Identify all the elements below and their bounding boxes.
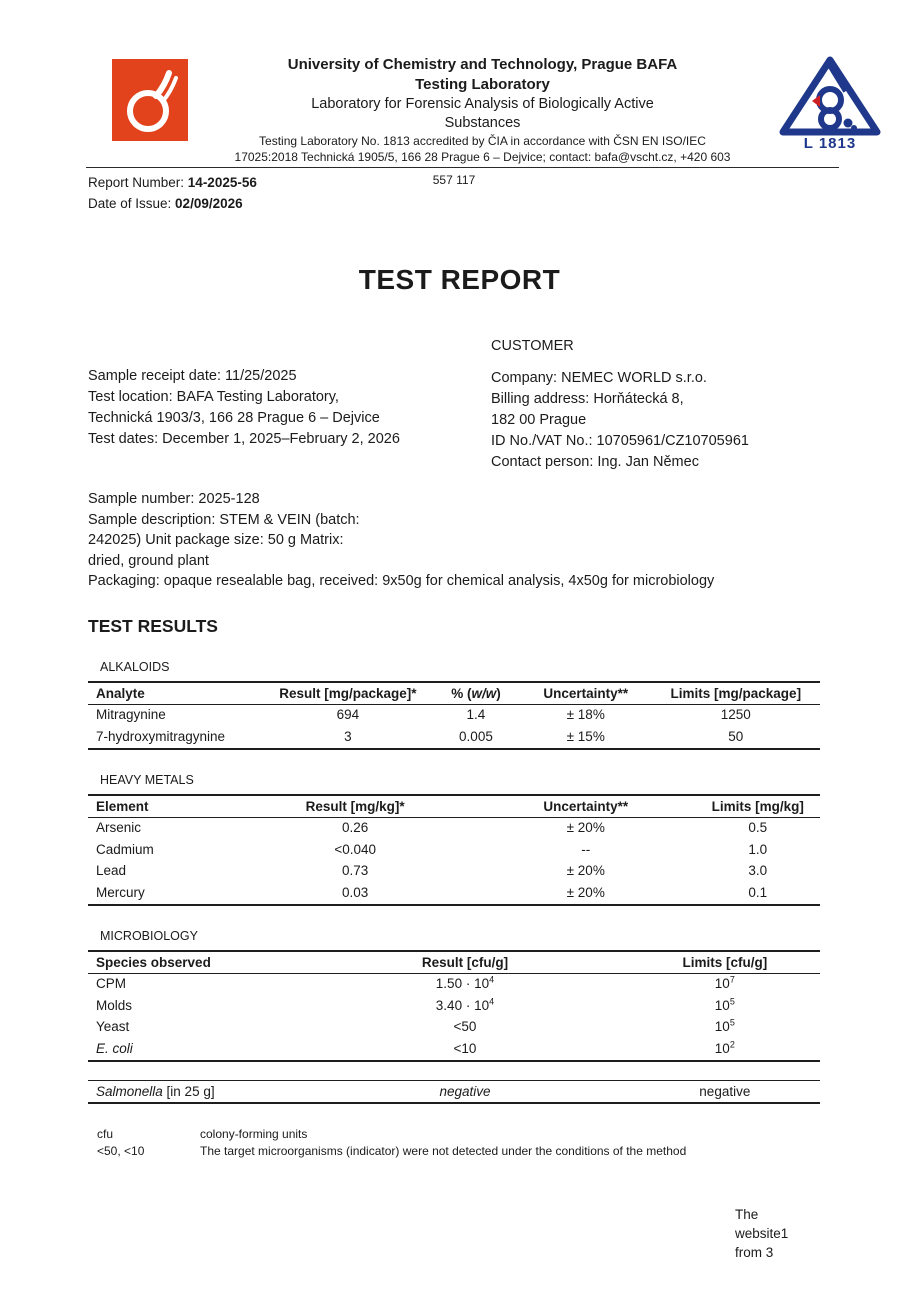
sample-matrix: dried, ground plant: [88, 552, 209, 569]
element-name: Mercury: [96, 884, 145, 900]
heavy-metals-table: [88, 794, 820, 906]
col-uncertainty: Uncertainty**: [476, 795, 696, 818]
phone-continuation: 557 117: [432, 173, 476, 187]
uct-logo: [112, 59, 188, 141]
customer-company: Company: NEMEC WORLD s.r.o.: [491, 370, 707, 386]
element-uncertainty: ± 20%: [566, 863, 605, 878]
customer-vat: ID No./VAT No.: 10705961/CZ10705961: [491, 433, 749, 449]
element-uncertainty: --: [581, 841, 591, 857]
footnote-cfu: [97, 1126, 820, 1143]
analyte-uncertainty: ± 18%: [566, 707, 605, 722]
analyte-percent: 1.4: [466, 707, 486, 722]
analyte-limit: 1250: [720, 707, 751, 722]
col-limits: Limits [cfu/g]: [630, 951, 820, 974]
footnote-term: cfu: [97, 1126, 114, 1141]
test-info-block: [88, 336, 491, 473]
species-name: Molds: [96, 997, 133, 1013]
university-name: University of Chemistry and Technology, Prague BAFA: [287, 56, 678, 73]
element-name: Lead: [96, 863, 127, 878]
table-row: [88, 995, 820, 1017]
species-name: E. coli: [96, 1040, 133, 1056]
species-result: <50: [453, 1019, 477, 1034]
accreditation-note-2: 17025:2018 Technická 1905/5, 166 28 Prague 6 – Dejvice; contact: bafa@vscht.cz, +420 603: [234, 150, 731, 164]
heavy-metals-section-label: HEAVY METALS: [100, 772, 194, 787]
footnote-term: <50, <10: [97, 1143, 145, 1158]
table-row: [88, 839, 820, 861]
test-dates: Test dates: December 1, 2025–February 2, 2026: [88, 431, 400, 447]
sample-description: Sample description: STEM & VEIN (batch:: [88, 511, 360, 528]
page-footer: [735, 1205, 788, 1262]
col-result: Result [mg/package]*: [264, 682, 432, 705]
alkaloids-section-label: ALKALOIDS: [100, 659, 170, 674]
issue-date-line: [88, 193, 257, 214]
report-number-line: [88, 172, 257, 193]
accreditation-number: L 1813: [803, 135, 857, 152]
microbiology-table: [88, 950, 820, 1062]
microbiology-section-label: MICROBIOLOGY: [100, 928, 198, 943]
element-name: Arsenic: [96, 820, 142, 835]
species-result: <10: [453, 1040, 477, 1056]
col-limits: Limits [mg/kg]: [696, 795, 820, 818]
analyte-name: Mitragynine: [96, 707, 166, 722]
customer-block: [491, 336, 820, 473]
salmonella-row: [88, 1080, 820, 1104]
analyte-result: 3: [344, 728, 352, 744]
analyte-limit: 50: [728, 728, 744, 744]
table-row: [88, 1038, 820, 1061]
header-title-block: [188, 55, 777, 165]
element-result: 0.73: [342, 863, 369, 878]
department-line-2: Substances: [444, 115, 521, 131]
table-row: [88, 861, 820, 883]
sample-package-size: 242025) Unit package size: 50 g Matrix:: [88, 532, 344, 548]
element-uncertainty: ± 20%: [566, 884, 605, 900]
col-percent-ww: % (w/w): [432, 682, 520, 705]
table-row: [88, 817, 820, 839]
info-section: [88, 336, 820, 473]
customer-city: 182 00 Prague: [491, 412, 587, 428]
sample-number: Sample number: 2025-128: [88, 491, 260, 507]
sample-receipt-date: Sample receipt date: 11/25/2025: [88, 368, 297, 384]
test-location-address: Technická 1903/3, 166 28 Prague 6 – Dejvice: [88, 410, 380, 426]
col-analyte: Analyte: [88, 682, 264, 705]
report-number-label: Report Number:: [88, 175, 188, 190]
report-header: [0, 0, 919, 165]
report-number-value: 14-2025-56: [187, 175, 257, 190]
report-meta-row: [88, 172, 820, 220]
col-species: Species observed: [88, 951, 300, 974]
customer-heading: CUSTOMER: [491, 338, 574, 354]
footnote-desc: colony-forming units: [200, 1126, 308, 1141]
table-header-row: [88, 951, 820, 974]
col-result: Result [cfu/g]: [300, 951, 629, 974]
analyte-name: 7-hydroxymitragynine: [96, 728, 226, 744]
test-location: Test location: BAFA Testing Laboratory,: [88, 389, 339, 405]
testing-laboratory: Testing Laboratory: [415, 76, 550, 93]
customer-billing-address: Billing address: Horňátecká 8,: [491, 391, 684, 407]
salmonella-result: negative: [439, 1083, 491, 1099]
table-row: [88, 1017, 820, 1039]
footnote-desc: The target microorganisms (indicator) were not detected under the conditions of the method: [200, 1143, 687, 1158]
footnote-detection: [97, 1143, 820, 1160]
element-limit: 0.5: [748, 820, 768, 835]
sample-details-block: [88, 489, 849, 592]
sample-packaging: Packaging: opaque resealable bag, received: 9x50g for chemical analysis, 4x50g for microbiology: [88, 573, 715, 589]
alkaloids-table: [88, 681, 820, 750]
test-results-heading: TEST RESULTS: [88, 615, 218, 636]
col-element: Element: [88, 795, 234, 818]
element-limit: 1.0: [748, 841, 768, 857]
salmonella-limit: negative: [699, 1083, 751, 1099]
table-row: [88, 726, 820, 749]
footnotes: [97, 1126, 820, 1160]
footer-line-3: from 3: [735, 1245, 774, 1260]
salmonella-name: Salmonella [in 25 g]: [96, 1083, 215, 1099]
species-limit: $10^5$: [714, 996, 735, 1013]
element-name: Cadmium: [96, 841, 154, 857]
species-limit: $10^5$: [714, 1017, 735, 1034]
table-row: [88, 704, 820, 726]
species-limit: $10^2$: [714, 1039, 735, 1056]
customer-contact: Contact person: Ing. Jan Němec: [491, 454, 699, 470]
department-line-1: Laboratory for Forensic Analysis of Biologically Active: [311, 96, 654, 112]
col-limits: Limits [mg/package]: [652, 682, 820, 705]
table-row: [88, 973, 820, 995]
species-result: $3.40 \cdot 10^4$: [435, 996, 495, 1013]
cia-accreditation-logo: [777, 55, 883, 152]
footer-line-2: website1: [735, 1226, 789, 1241]
footer-line-1: The: [735, 1207, 759, 1222]
analyte-result: 694: [336, 707, 360, 722]
col-uncertainty: Uncertainty**: [520, 682, 652, 705]
issue-date-label: Date of Issue:: [88, 196, 176, 211]
element-limit: 3.0: [748, 863, 768, 878]
analyte-percent: 0.005: [459, 728, 493, 744]
col-result: Result [mg/kg]*: [234, 795, 476, 818]
species-name: CPM: [96, 976, 126, 991]
header-rule: [86, 167, 839, 168]
analyte-uncertainty: ± 15%: [566, 728, 605, 744]
element-result: 0.03: [342, 884, 369, 900]
issue-date-value: 02/09/2026: [175, 196, 243, 211]
table-row: [88, 882, 820, 905]
report-meta: [88, 172, 257, 214]
accreditation-note-1: Testing Laboratory No. 1813 accredited by ČIA in accordance with ČSN EN ISO/IEC: [259, 134, 706, 148]
species-limit: $10^7$: [714, 974, 735, 991]
element-uncertainty: ± 20%: [566, 820, 605, 835]
element-limit: 0.1: [748, 884, 768, 900]
element-result: 0.26: [342, 820, 369, 835]
species-result: $1.50 \cdot 10^4$: [435, 974, 495, 991]
table-header-row: [88, 795, 820, 818]
table-header-row: [88, 682, 820, 705]
report-title: TEST REPORT: [358, 264, 561, 295]
element-result: <0.040: [334, 841, 376, 857]
species-name: Yeast: [96, 1019, 130, 1034]
